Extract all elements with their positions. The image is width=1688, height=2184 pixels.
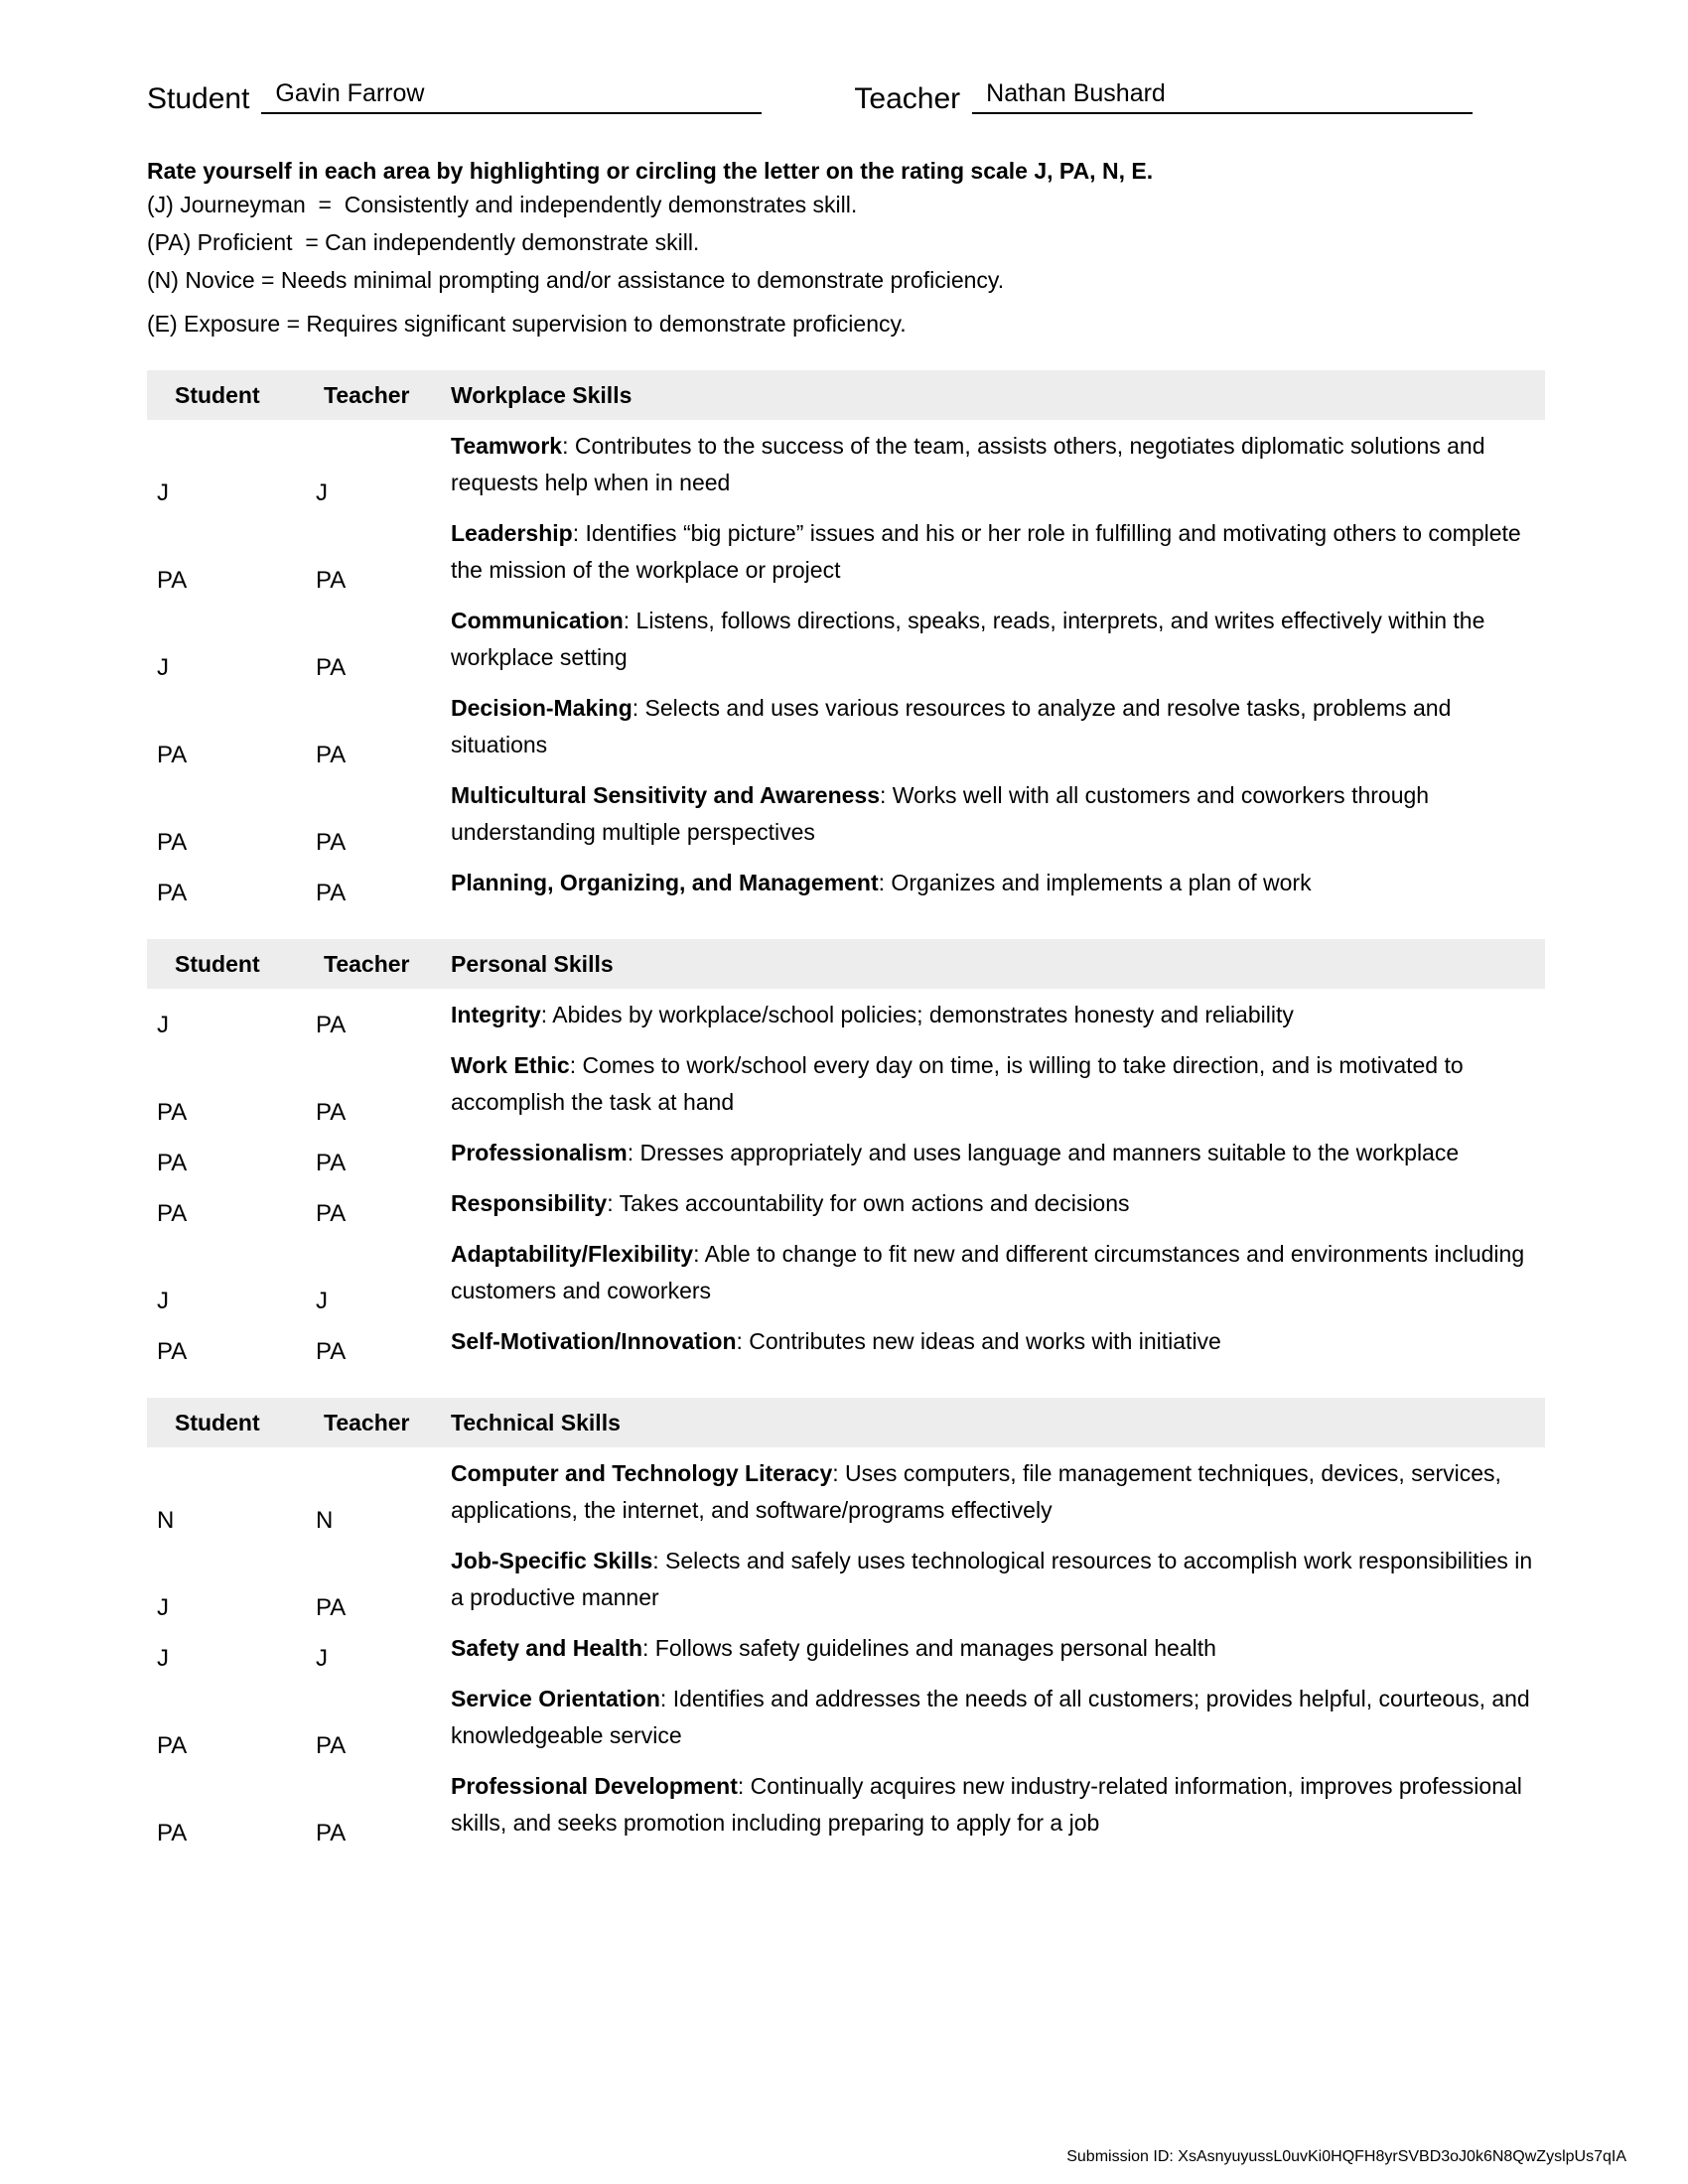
skill-description <box>443 1681 1537 1754</box>
submission-id: Submission ID: XsAsnyuyussL0uvKi0HQFH8yrSVBD3oJ0k6N8QwZyslpUs7qIA <box>1066 2148 1626 2165</box>
student-rating[interactable]: J <box>157 1288 169 1314</box>
student-rating[interactable]: PA <box>157 1338 188 1365</box>
skill-row-professional-development <box>147 1768 1545 1846</box>
skill-description <box>443 603 1537 676</box>
section-rows <box>147 420 1545 906</box>
skill-description <box>443 1323 1537 1360</box>
section-title: Technical Skills <box>451 1409 621 1435</box>
student-label: Student <box>147 82 250 115</box>
teacher-label: Teacher <box>854 82 961 115</box>
skill-text: : Able to change to fit new and different circumstances and environments including customers and coworkers <box>451 1241 1525 1303</box>
rating-definition-novice: (N) Novice = Needs minimal prompting and/or assistance to demonstrate proficiency. <box>147 267 1005 293</box>
column-header-student: Student <box>175 1409 260 1435</box>
teacher-rating[interactable]: J <box>316 1645 328 1672</box>
teacher-rating[interactable]: PA <box>316 829 347 856</box>
skill-name: Computer and Technology Literacy <box>451 1460 833 1486</box>
skill-name: Decision-Making <box>451 695 633 721</box>
skill-name: Planning, Organizing, and Management <box>451 870 879 895</box>
rating-definition-proficient: (PA) Proficient = Can independently demonstrate skill. <box>147 229 700 255</box>
skill-name: Integrity <box>451 1002 541 1027</box>
student-rating[interactable]: PA <box>157 1150 188 1176</box>
skill-description <box>443 997 1537 1033</box>
skill-row-leadership <box>147 515 1545 594</box>
skill-text: : Follows safety guidelines and manages personal health <box>642 1635 1216 1661</box>
teacher-rating[interactable]: PA <box>316 1200 347 1227</box>
skill-description <box>443 1135 1537 1171</box>
skill-row-integrity <box>147 997 1545 1038</box>
rating-definition-journeyman: (J) Journeyman = Consistently and independently demonstrates skill. <box>147 192 858 217</box>
skill-description <box>443 1543 1537 1616</box>
student-rating[interactable]: J <box>157 654 169 681</box>
skill-text: : Organizes and implements a plan of work <box>878 870 1312 895</box>
skill-name: Multicultural Sensitivity and Awareness <box>451 782 881 808</box>
skill-description <box>443 690 1537 763</box>
student-rating[interactable]: PA <box>157 1820 188 1846</box>
skill-name: Adaptability/Flexibility <box>451 1241 694 1267</box>
student-rating[interactable]: J <box>157 1645 169 1672</box>
skill-text: : Selects and uses various resources to analyze and resolve tasks, problems and situations <box>451 695 1452 757</box>
skill-text: : Dresses appropriately and uses language and manners suitable to the workplace <box>627 1140 1460 1165</box>
skill-text: : Selects and safely uses technological resources to accomplish work responsibilities in a productive manner <box>451 1548 1533 1610</box>
skill-text: : Uses computers, file management techniques, devices, services, applications, the internet, and software/programs effectively <box>451 1460 1501 1523</box>
student-rating[interactable]: J <box>157 1594 169 1621</box>
skill-text: : Identifies “big picture” issues and his or her role in fulfilling and motivating others to complete the mission of the workplace or project <box>451 520 1521 583</box>
skill-text: : Takes accountability for own actions and decisions <box>607 1190 1130 1216</box>
teacher-rating[interactable]: N <box>316 1507 334 1534</box>
student-rating[interactable]: PA <box>157 742 188 768</box>
student-rating[interactable]: J <box>157 479 169 506</box>
section-workplace-skills <box>147 370 1545 906</box>
skill-name: Responsibility <box>451 1190 608 1216</box>
skill-text: : Abides by workplace/school policies; demonstrates honesty and reliability <box>540 1002 1294 1027</box>
student-rating[interactable]: PA <box>157 880 188 906</box>
skill-name: Self-Motivation/Innovation <box>451 1328 737 1354</box>
student-rating[interactable]: J <box>157 1012 169 1038</box>
section-rows <box>147 1447 1545 1846</box>
section-title: Personal Skills <box>451 950 614 977</box>
teacher-rating[interactable]: J <box>316 1288 328 1314</box>
skill-name: Leadership <box>451 520 573 546</box>
skill-text: : Contributes new ideas and works with initiative <box>736 1328 1221 1354</box>
skill-row-communication <box>147 603 1545 681</box>
student-rating[interactable]: PA <box>157 1732 188 1759</box>
skill-name: Teamwork <box>451 433 563 459</box>
student-rating[interactable]: PA <box>157 829 188 856</box>
section-header-workplace <box>147 370 1545 420</box>
skill-name: Safety and Health <box>451 1635 642 1661</box>
teacher-rating[interactable]: PA <box>316 1820 347 1846</box>
teacher-rating[interactable]: PA <box>316 654 347 681</box>
teacher-rating[interactable]: PA <box>316 1732 347 1759</box>
column-header-student: Student <box>175 381 260 408</box>
section-technical-skills <box>147 1398 1545 1846</box>
skill-row-planning <box>147 865 1545 906</box>
skill-row-service-orientation <box>147 1681 1545 1759</box>
section-personal-skills <box>147 939 1545 1365</box>
skill-row-multicultural <box>147 777 1545 856</box>
skill-description <box>443 865 1537 901</box>
skill-row-responsibility <box>147 1185 1545 1227</box>
section-rows <box>147 989 1545 1365</box>
skill-description <box>443 1630 1537 1667</box>
skill-row-decision-making <box>147 690 1545 768</box>
skill-text: : Listens, follows directions, speaks, reads, interprets, and writes effectively within the workplace setting <box>451 608 1485 670</box>
skill-name: Work Ethic <box>451 1052 570 1078</box>
skill-text: : Contributes to the success of the team, assists others, negotiates diplomatic solutions and requests help when in need <box>451 433 1485 495</box>
column-header-teacher: Teacher <box>324 381 410 408</box>
student-name-field[interactable]: Gavin Farrow <box>261 81 762 114</box>
skill-description <box>443 1455 1537 1529</box>
student-rating[interactable]: PA <box>157 1200 188 1227</box>
teacher-rating[interactable]: PA <box>316 1012 347 1038</box>
skill-text: : Works well with all customers and coworkers through understanding multiple perspectives <box>451 782 1430 845</box>
teacher-rating[interactable]: PA <box>316 1150 347 1176</box>
skill-row-professionalism <box>147 1135 1545 1176</box>
skill-description <box>443 1185 1537 1222</box>
student-rating[interactable]: PA <box>157 1099 188 1126</box>
skill-row-teamwork <box>147 428 1545 506</box>
section-header-technical <box>147 1398 1545 1447</box>
skill-text: : Identifies and addresses the needs of all customers; provides helpful, courteous, and knowledgeable service <box>451 1686 1530 1748</box>
skill-name: Professional Development <box>451 1773 738 1799</box>
skill-name: Communication <box>451 608 624 633</box>
teacher-rating[interactable]: PA <box>316 1099 347 1126</box>
column-header-student: Student <box>175 950 260 977</box>
teacher-rating[interactable]: J <box>316 479 328 506</box>
column-header-teacher: Teacher <box>324 950 410 977</box>
skill-row-work-ethic <box>147 1047 1545 1126</box>
teacher-name-field[interactable]: Nathan Bushard <box>972 81 1473 114</box>
skill-name: Job-Specific Skills <box>451 1548 653 1573</box>
skill-description <box>443 1236 1537 1309</box>
teacher-rating[interactable]: PA <box>316 567 347 594</box>
instructions-title: Rate yourself in each area by highlighting or circling the letter on the rating scale J, PA, N, E. <box>147 158 1154 184</box>
teacher-rating[interactable]: PA <box>316 1594 347 1621</box>
skill-row-self-motivation <box>147 1323 1545 1365</box>
name-header-row <box>147 81 1545 114</box>
skill-text: : Continually acquires new industry-related information, improves professional skills, and seeks promotion including preparing to apply for a job <box>451 1773 1522 1836</box>
teacher-rating[interactable]: PA <box>316 1338 347 1365</box>
skill-description <box>443 515 1537 589</box>
student-rating[interactable]: N <box>157 1507 175 1534</box>
teacher-rating[interactable]: PA <box>316 742 347 768</box>
column-header-teacher: Teacher <box>324 1409 410 1435</box>
skill-row-job-specific <box>147 1543 1545 1621</box>
section-header-personal <box>147 939 1545 989</box>
section-title: Workplace Skills <box>451 381 633 408</box>
skill-row-computer-literacy <box>147 1455 1545 1534</box>
skill-description <box>443 428 1537 501</box>
teacher-rating[interactable]: PA <box>316 880 347 906</box>
student-rating[interactable]: PA <box>157 567 188 594</box>
skill-row-safety-health <box>147 1630 1545 1672</box>
skill-text: : Comes to work/school every day on time, is willing to take direction, and is motivated to accomplish the task at hand <box>451 1052 1464 1115</box>
skill-row-adaptability <box>147 1236 1545 1314</box>
rating-definition-exposure: (E) Exposure = Requires significant supervision to demonstrate proficiency. <box>147 311 907 337</box>
skill-description <box>443 1047 1537 1121</box>
skill-description <box>443 1768 1537 1842</box>
skill-name: Service Orientation <box>451 1686 660 1711</box>
skill-description <box>443 777 1537 851</box>
rating-instructions <box>147 156 1545 342</box>
skill-name: Professionalism <box>451 1140 628 1165</box>
